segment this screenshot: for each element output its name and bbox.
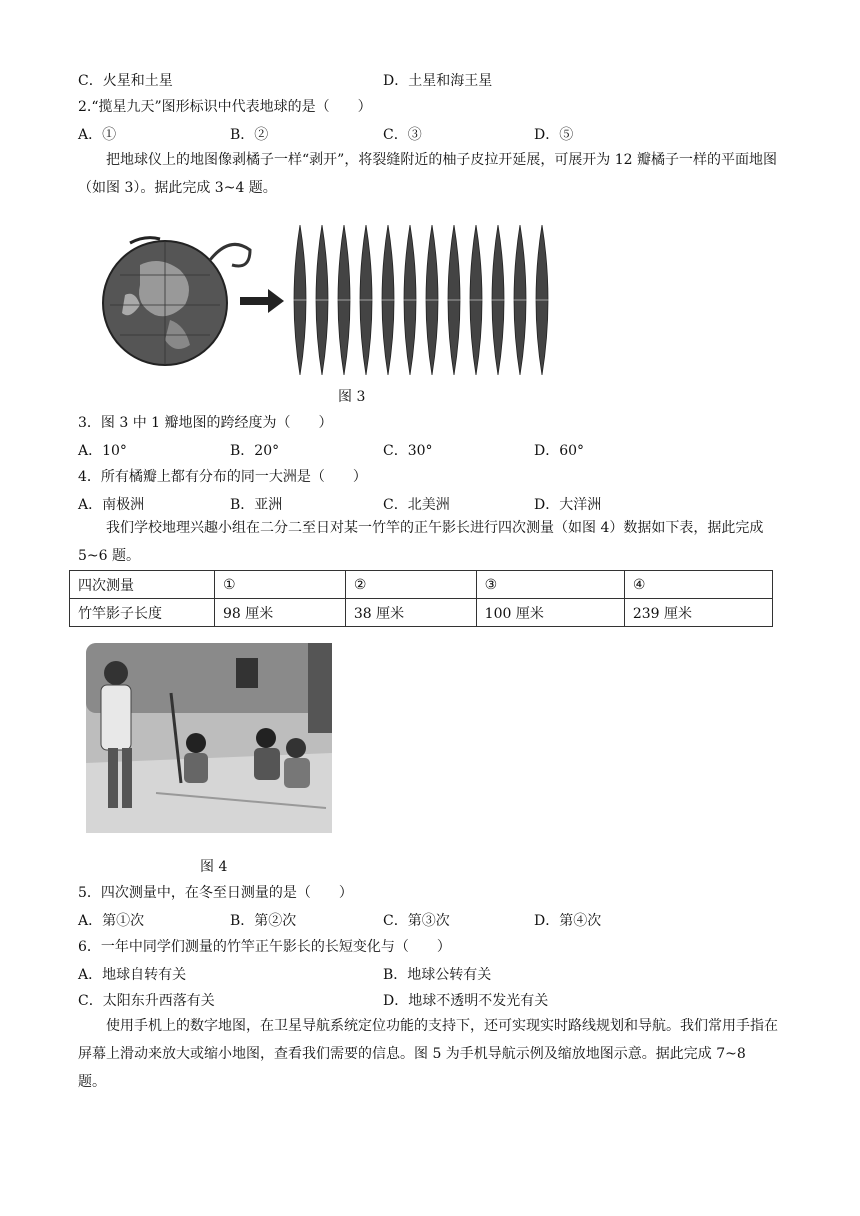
table-cell: 四次测量 xyxy=(70,571,215,599)
table-cell: ① xyxy=(215,571,346,599)
q3-option-a: A．10° xyxy=(78,443,127,459)
passage-shadow-measurement: 我们学校地理兴趣小组在二分二至日对某一竹竿的正午影长进行四次测量（如图 4）数据如下表，据此完成 5~6 题。 xyxy=(78,520,764,564)
table-cell: ④ xyxy=(624,571,772,599)
q5-stem: 5．四次测量中，在冬至日测量的是（ ） xyxy=(78,885,353,901)
q3-option-b: B．20° xyxy=(230,443,280,459)
q2-stem: 2.“揽星九天”图形标识中代表地球的是（ ） xyxy=(78,99,372,115)
q5-option-c: C．第③次 xyxy=(383,913,450,929)
q2-option-c: C．③ xyxy=(383,127,422,143)
table-cell: ② xyxy=(345,571,476,599)
q4-option-d: D．大洋洲 xyxy=(534,497,602,513)
table-cell: 38 厘米 xyxy=(345,599,476,627)
figure-4 xyxy=(86,643,332,833)
q1-option-d: D．土星和海王星 xyxy=(383,73,493,89)
q2-option-d: D．⑤ xyxy=(534,127,574,143)
passage-orange-peel: 把地球仪上的地图像剥橘子一样“剥开”，将裂缝附近的柚子皮拉开延展，可展开为 12 瓣橘子一样的平面地图（如图 3）。据此完成 3~4 题。 xyxy=(78,152,778,196)
q6-option-a: A．地球自转有关 xyxy=(78,967,187,983)
q2-option-a: A．① xyxy=(78,127,117,143)
table-header-row xyxy=(70,571,773,599)
table-row xyxy=(70,599,773,627)
table-cell: 100 厘米 xyxy=(476,599,624,627)
q4-option-c: C．北美洲 xyxy=(383,497,450,513)
q6-option-c: C．太阳东升西落有关 xyxy=(78,993,215,1009)
globe-image xyxy=(103,238,250,365)
q3-option-c: C．30° xyxy=(383,443,433,459)
q5-option-a: A．第①次 xyxy=(78,913,145,929)
figure-3-caption: 图 3 xyxy=(338,389,366,405)
q6-option-b: B．地球公转有关 xyxy=(383,967,492,983)
q2-option-b: B．② xyxy=(230,127,269,143)
table-cell: 98 厘米 xyxy=(215,599,346,627)
passage-phone-navigation: 使用手机上的数字地图，在卫星导航系统定位功能的支持下，还可实现实时路线规划和导航。我们常用手指在屏幕上滑动来放大或缩小地图，查看我们需要的信息。图 5 为手机导航示例及缩放地图示意。据此完成 7~8 题。 xyxy=(78,1018,778,1090)
q3-stem: 3．图 3 中 1 瓣地图的跨经度为（ ） xyxy=(78,415,333,431)
q5-option-b: B．第②次 xyxy=(230,913,297,929)
q4-option-b: B．亚洲 xyxy=(230,497,283,513)
q4-stem: 4．所有橘瓣上都有分布的同一大洲是（ ） xyxy=(78,469,367,485)
q6-stem: 6．一年中同学们测量的竹竿正午影长的长短变化与（ ） xyxy=(78,939,451,955)
q4-option-a: A．南极洲 xyxy=(78,497,145,513)
q6-option-d: D．地球不透明不发光有关 xyxy=(383,993,549,1009)
figure-4-caption: 图 4 xyxy=(200,859,228,875)
globe-to-gores-illustration xyxy=(100,225,580,375)
figure-3 xyxy=(100,225,580,375)
students-measuring-photo xyxy=(86,643,332,833)
q5-option-d: D．第④次 xyxy=(534,913,602,929)
arrow-icon xyxy=(240,289,284,313)
table-cell: 竹竿影子长度 xyxy=(70,599,215,627)
table-cell: 239 厘米 xyxy=(624,599,772,627)
q1-option-c: C．火星和土星 xyxy=(78,73,173,89)
q3-option-d: D．60° xyxy=(534,443,585,459)
table-cell: ③ xyxy=(476,571,624,599)
measurement-table xyxy=(69,570,773,627)
